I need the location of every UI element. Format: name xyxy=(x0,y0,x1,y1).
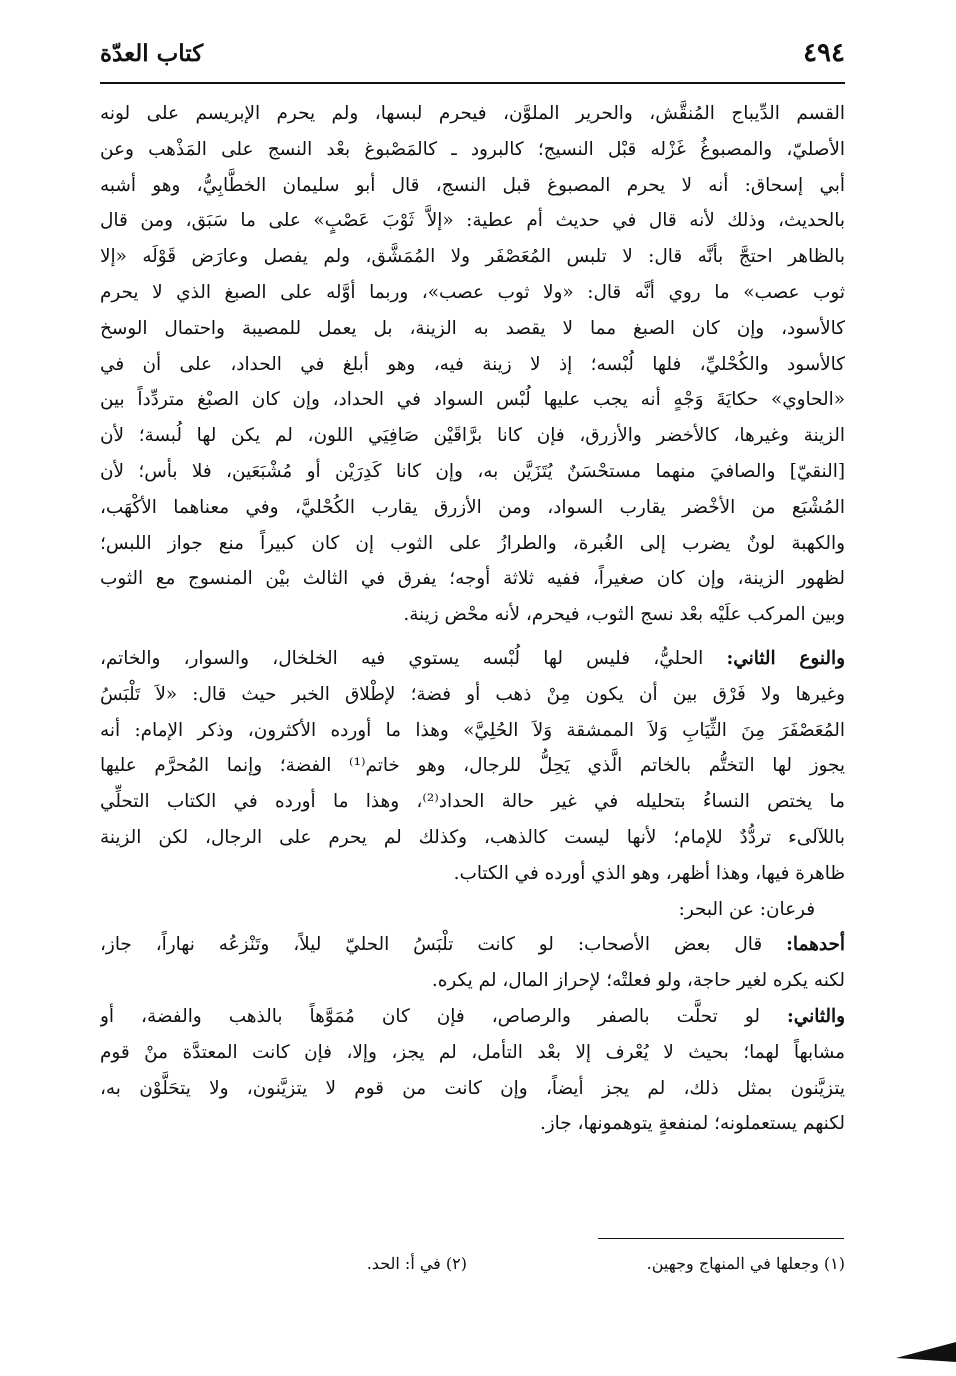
text-line: أبي إسحاق: أنه لا يحرم المصبوغ قبل النسج، قال أبو سليمان الخطَّابِيُّ، وهو أشبه xyxy=(100,174,845,196)
footnotes xyxy=(100,1246,845,1282)
text-line: ظاهرة فيها، وهذا أظهر، وهو الذي أورده في الكتاب. xyxy=(453,862,845,884)
text-line: لكنهم يستعملونه؛ لمنفعةٍ يتوهمونها، جاز. xyxy=(539,1113,845,1135)
text-line: [النقيّ] والصافيَ منهما مستحْسَنٌ يُتَزَيَّن به، وإن كانا كَدِرَيْن أو مُشْبَعَين، فلا بأس؛ لأن xyxy=(100,460,845,482)
text-line: المُشْبَع من الأخْضر يقارب السواد، ومن الأزرق يقارب الكُحْليَّ، وفي معناهما الأكْهَب، xyxy=(100,496,845,518)
text-line: «الحاوي» حكايَةَ وَجْهٍ أنه يجب عليها لُبْس السواد في الحداد، وإن كان الصبْغ متردِّداً بين xyxy=(100,389,845,411)
paragraph-lead: أحدهما: xyxy=(786,934,845,956)
footnote-rule xyxy=(598,1238,844,1239)
paragraph-lead: والنوع الثاني: xyxy=(726,647,845,669)
text-line: باللآلىء تردُّدٌ للإمام؛ لأنها ليست كالذهب، وكذلك لم يحرم على الرجال، لكن الزينة xyxy=(100,826,845,848)
body-text xyxy=(100,96,845,1142)
text-line: وغيرها ولا فَرْق بين أن يكون مِنْ ذهب أو فضة؛ لإطْلاق الخبر حيث قال: «لاَ تَلْبَسُ xyxy=(100,683,845,705)
text-line: والكهبة لونٌ يضرب إلى الغُبرة، والطرازُ على الثوب إن كان كبيراً منع جواز اللبس؛ xyxy=(100,532,845,554)
text-line: المُعَصْفَرَ مِنَ الثِّيَابِ وَلاَ الممشقة وَلاَ الحُلِيَّ» وهذا ما أورده الأكثرون، وذكر الإمام: أنه xyxy=(100,719,845,741)
text-line: الزينة وغيرها، كالأخضر والأزرق، فإن كانا برَّاقَيْن صَافِيَي اللون، لم يكن لها لُبسة؛ لأن xyxy=(100,425,845,447)
text-run: الحليُّ، فليس لها لُبْسه يستوي فيه الخلخال، والسوار، والخاتم، xyxy=(100,647,704,669)
paragraph-1 xyxy=(100,96,845,633)
text-line: بالظاهر احتجَّ بأنَّه قال: لا تلبس المُعَصْفَر ولا المُمَشَّق، ولم يفصل وعارَض قَوْلَه «إلا xyxy=(100,246,845,268)
text-line xyxy=(100,641,845,677)
page-corner-mark xyxy=(896,1340,956,1364)
header-rule xyxy=(100,82,845,84)
text-line: لظهور الزينة، وإن كان صغيراً، ففيه ثلاثة أوجه؛ يفرق في الثالث بيْن المنسوج مع الثوب xyxy=(100,568,845,590)
text-line: كالأسود والكُحْليِّ، فلها لُبْسه؛ إذ لا زينة فيه، وهو أبلغ في الحداد، على أن في xyxy=(100,353,845,375)
text-line: يتزيَّنون بمثل ذلك، لم يجز أيضاً، وإن كانت من قوم لا يتزيَّنون، ولا يتحَلَّوْن به، xyxy=(100,1077,845,1099)
text-line: ثوب عصب» ما روي أنَّه قال: «ولا ثوب عصب»، وربما أوَّله على الصبغ الذي لا يحرم xyxy=(100,281,845,303)
text-line xyxy=(100,927,845,963)
footnote-2: (٢) في أ: الحد. xyxy=(366,1254,467,1273)
text-line: كالأسود، وإن كان الصبغ مما لا يقصد به الزينة، بل يعمل للمصيبة واحتمال الوسخ xyxy=(100,317,845,339)
text-line xyxy=(100,999,845,1035)
book-title: كتاب العدّة xyxy=(100,40,204,67)
text-line: بالحديث، وذلك لأنه قال في حديث أم عطية: «إلاَّ ثَوْبَ عَصْبٍ» على ما سَبَق، ومن قال xyxy=(100,210,845,232)
paragraph-3 xyxy=(100,892,845,928)
paragraph-4 xyxy=(100,927,845,999)
paragraph-2 xyxy=(100,641,845,892)
text-line: لكنه يكره لغير حاجة، ولو فعلتْه؛ لإحراز المال، لم يكره. xyxy=(431,970,845,992)
text-line: مشابهاً لهما؛ بحيث لا يُعْرف إلا بعْد التأمل، لم يجز، وإلا، فإن كانت المعتدَّة منْ قوم xyxy=(100,1041,845,1063)
text-line: الأصليّ، والمصبوغُ غَزْله قبْل النسيج؛ كالبرود ـ كالمَصْبوغ بعْد النسج على المَذْهب وعن xyxy=(100,138,845,160)
text-line: فرعان: عن البحر: xyxy=(678,898,815,920)
text-line: ما يختص النساءُ بتحليله في غير حالة الحداد⁽²⁾، وهذا ما أورده في الكتاب التحلِّي xyxy=(100,791,845,813)
text-line: وبين المركب علَيْه بعْد نسج الثوب، فيحرم، لأنه محْض زينة. xyxy=(403,604,845,626)
page-header xyxy=(100,38,845,78)
text-line: القسم الدِّيباج المُنقَّش، والحرير الملوَّن، فيحرم لبسها، ولم يحرم الإبريسم على لونه xyxy=(100,103,845,124)
text-run: قال بعض الأصحاب: لو كانت تلْبَسُ الحليّ ليلاً، وتَنْزعُه نهاراً، جاز، xyxy=(100,934,763,956)
paragraph-lead: والثاني: xyxy=(787,1005,845,1027)
paragraph-5 xyxy=(100,999,845,1142)
footnote-1: (١) وجعلها في المنهاج وجهين. xyxy=(646,1254,845,1273)
text-run: لو تحلَّت بالصفر والرصاص، فإن كان مُمَوَّهاً بالذهب والفضة، أو xyxy=(100,1005,760,1027)
text-line: يجوز لها التختُّم بالخاتم الَّذي يَحِلُّ للرجال، وهو خاتم⁽¹⁾ الفضة؛ وإنما المُحرَّم عليها xyxy=(100,755,845,777)
page-number: ٤٩٤ xyxy=(803,38,845,68)
